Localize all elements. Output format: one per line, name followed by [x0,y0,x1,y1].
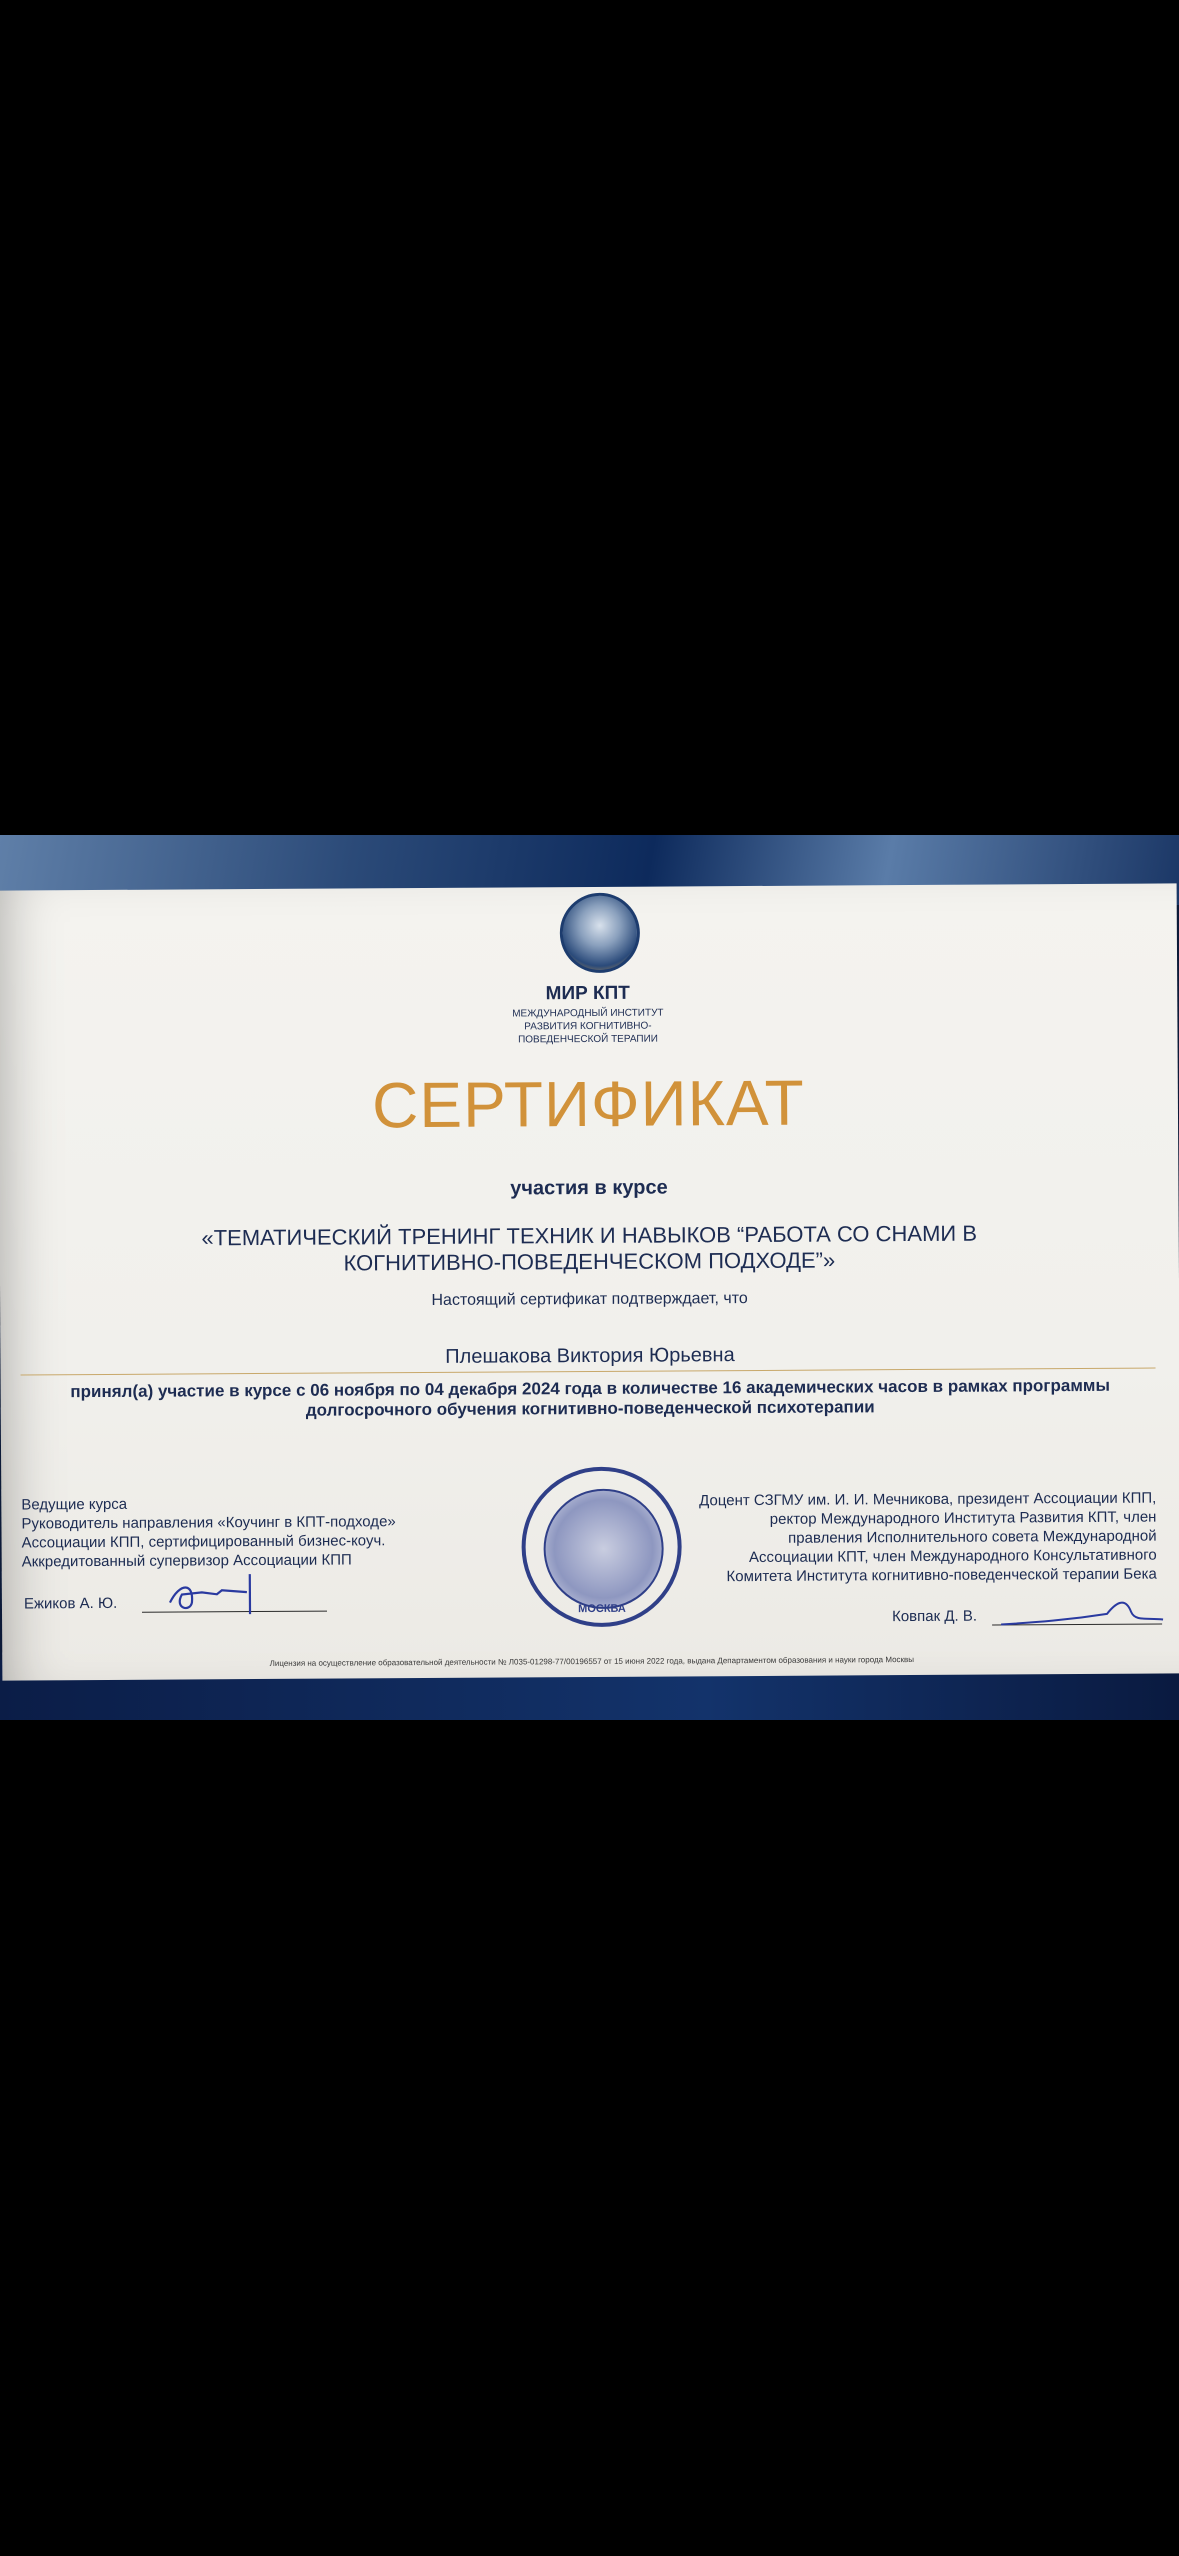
brand-name: МИР КПТ [545,982,630,1005]
brand-subtitle-text: МЕЖДУНАРОДНЫЙ ИНСТИТУТ РАЗВИТИЯ КОГНИТИВНО-ПОВЕДЕНЧЕСКОЙ ТЕРАПИИ [512,1007,664,1046]
participation-line-1: принял(а) участие в курсе с 06 ноября по 04 декабря 2024 года в количестве 16 академических часов в рамках программы [70,1375,1111,1402]
left-signatory-name: Ежиков А. Ю. [23,1594,118,1613]
right-signatory-block [699,1489,1157,1587]
right-signatory-line-3: правления Исполнительного совета Международной [788,1527,1157,1547]
participation-text [1,1375,1179,1422]
participation-line-2: долгосрочного обучения когнитивно-поведенческой психотерапии [305,1397,875,1420]
certificate-photo [0,835,1179,1720]
left-signatory-line-3: Ассоциации КПП, сертифицированный бизнес-коуч. [21,1532,386,1552]
brand-subtitle [0,1003,1178,1049]
left-signatory-line-2: Руководитель направления «Коучинг в КПТ-подходе» [21,1513,396,1533]
certificate-paper [0,883,1179,1680]
course-title [0,1219,1179,1278]
right-signature-icon [997,1583,1167,1634]
seal-portrait [543,1489,664,1610]
right-signatory-line-4: Ассоциации КПТ, член Международного Консультативного [748,1546,1157,1567]
seal-city: МОСКВА [578,1602,626,1616]
right-signatory-line-5: Комитета Института когнитивно-поведенческой терапии Бека [726,1565,1157,1586]
certificate-subtitle: участия в курсе [510,1176,668,1200]
right-signatory-line-1: Доцент СЗГМУ им. И. И. Мечникова, президент Ассоциации КПП, [699,1489,1157,1510]
left-signatory-line-4: Аккредитованный супервизор Ассоциации КПП [21,1551,352,1571]
course-title-line-2: КОГНИТИВНО-ПОВЕДЕНЧЕСКОМ ПОДХОДЕ”» [343,1247,836,1276]
confirmation-text: Настоящий сертификат подтверждает, что [431,1290,748,1309]
left-signature-icon [162,1564,262,1620]
certificate-title: СЕРТИФИКАТ [371,1066,805,1142]
official-seal-icon [521,1466,682,1627]
recipient-name: Плешакова Виктория Юрьевна [445,1344,735,1368]
license-text: Лицензия на осуществление образовательной деятельности № Л035-01298-77/00196557 от 15 июня 2022 года, выдана Департаментом образования и науки города Москвы [269,1655,915,1668]
left-signatory-block [21,1493,396,1571]
institute-logo-icon [560,893,640,973]
right-signatory-line-2: ректор Международного Института Развития КПТ, член [769,1508,1157,1528]
left-signatory-line-1: Ведущие курса [21,1495,128,1514]
right-signatory-name: Ковпак Д. В. [891,1607,978,1626]
course-title-line-1: «ТЕМАТИЧЕСКИЙ ТРЕНИНГ ТЕХНИК И НАВЫКОВ “РАБОТА СО СНАМИ В [201,1220,978,1251]
